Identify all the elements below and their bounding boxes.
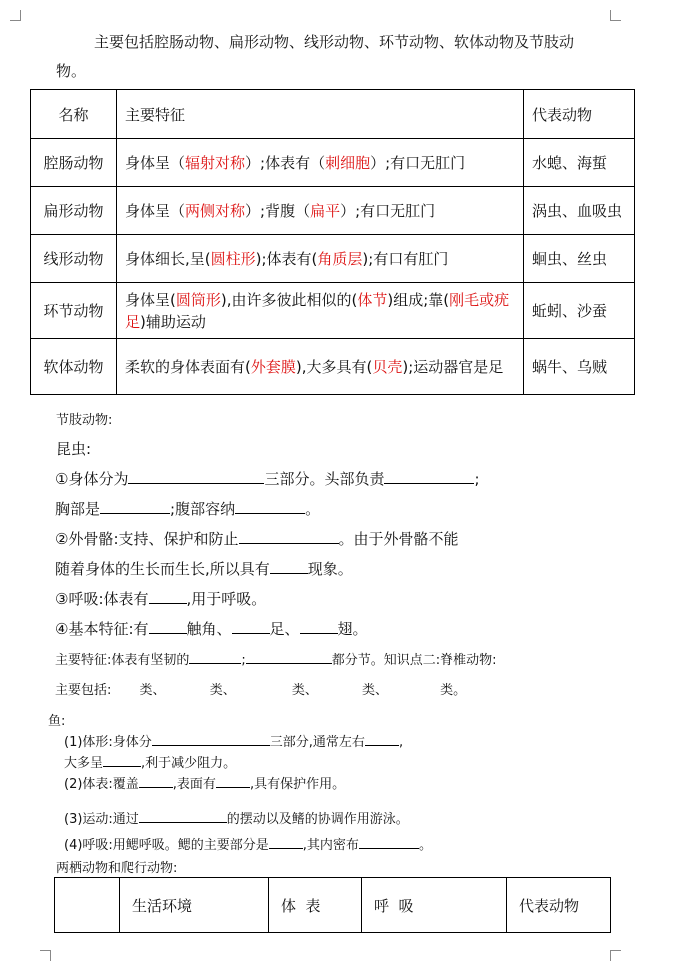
row-feature: 身体呈（辐射对称）;体表有（刺细胞）;有口无肛门 <box>117 139 524 187</box>
header-representative: 代表动物 <box>507 878 611 933</box>
insect-line-5: ③呼吸:体表有 ,用于呼吸。 <box>55 590 267 608</box>
header-feature: 主要特征 <box>117 90 524 139</box>
header-representative: 代表动物 <box>524 90 635 139</box>
intro-line-2: 物。 <box>56 62 87 80</box>
fish-line-1: (1)体形:身体分 三部分,通常左右 , <box>64 731 403 750</box>
insect-line-6: ④基本特征:有 触角、 足、 翅。 <box>55 620 368 638</box>
amphibian-table <box>54 877 611 933</box>
row-name: 线形动物 <box>31 235 117 283</box>
insect-line-2: 胸部是 ;腹部容纳 。 <box>55 500 321 518</box>
main-feature-line: 主要特征:体表有坚韧的 ; 都分节。知识点二:脊椎动物: <box>55 649 497 668</box>
fish-line-5: (4)呼吸:用鳃呼吸。鳃的主要部分是 ,其内密布 。 <box>64 834 432 853</box>
header-respiration: 呼 吸 <box>362 878 507 933</box>
header-environment: 生活环境 <box>120 878 269 933</box>
fish-line-2: 大多呈 ,利于减少阻力。 <box>64 752 236 771</box>
row-representative: 涡虫、血吸虫 <box>524 187 635 235</box>
row-representative: 蜗牛、乌贼 <box>524 339 635 395</box>
fish-line-3: (2)体表:覆盖 ,表面有 ,具有保护作用。 <box>64 773 345 792</box>
insect-line-3: ②外骨骼:支持、保护和防止 。由于外骨骼不能 <box>55 530 459 548</box>
row-representative: 蚯蚓、沙蚕 <box>524 283 635 339</box>
row-name: 扁形动物 <box>31 187 117 235</box>
row-feature: 身体呈(圆筒形),由许多彼此相似的(体节)组成;靠(刚毛或疣足)辅助运动 <box>117 283 524 339</box>
arthropod-title: 节肢动物: <box>56 413 113 428</box>
insect-line-1: ①身体分为 三部分。头部负责 ; <box>55 470 480 488</box>
row-feature: 身体呈（两侧对称）;背腹（扁平）;有口无肛门 <box>117 187 524 235</box>
row-name: 软体动物 <box>31 339 117 395</box>
crop-mark-top-left <box>10 10 21 21</box>
crop-mark-bottom-right <box>610 950 621 961</box>
row-name: 腔肠动物 <box>31 139 117 187</box>
vertebrate-classes-line: 主要包括: 类、 类、 类、 类、 类。 <box>55 683 467 698</box>
row-feature: 身体细长,呈(圆柱形);体表有(角质层);有口有肛门 <box>117 235 524 283</box>
fish-line-4: (3)运动:通过 的摆动以及鳍的协调作用游泳。 <box>64 808 409 827</box>
row-representative: 蛔虫、丝虫 <box>524 235 635 283</box>
amphibian-title: 两栖动物和爬行动物: <box>56 861 178 876</box>
intro-line-1: 主要包括腔肠动物、扁形动物、线形动物、环节动物、软体动物及节肢动 <box>94 33 575 51</box>
row-representative: 水螅、海蜇 <box>524 139 635 187</box>
header-blank <box>55 878 120 933</box>
row-feature: 柔软的身体表面有(外套膜),大多具有(贝壳);运动器官是足 <box>117 339 524 395</box>
crop-mark-bottom-left <box>40 950 51 961</box>
crop-mark-top-right <box>610 10 621 21</box>
row-name: 环节动物 <box>31 283 117 339</box>
insect-heading: 昆虫: <box>56 440 92 458</box>
header-body-surface: 体 表 <box>269 878 362 933</box>
invertebrate-table <box>30 89 635 395</box>
header-name: 名称 <box>31 90 117 139</box>
insect-line-4: 随着身体的生长而生长,所以具有 现象。 <box>55 560 353 578</box>
fish-title: 鱼: <box>48 714 66 729</box>
